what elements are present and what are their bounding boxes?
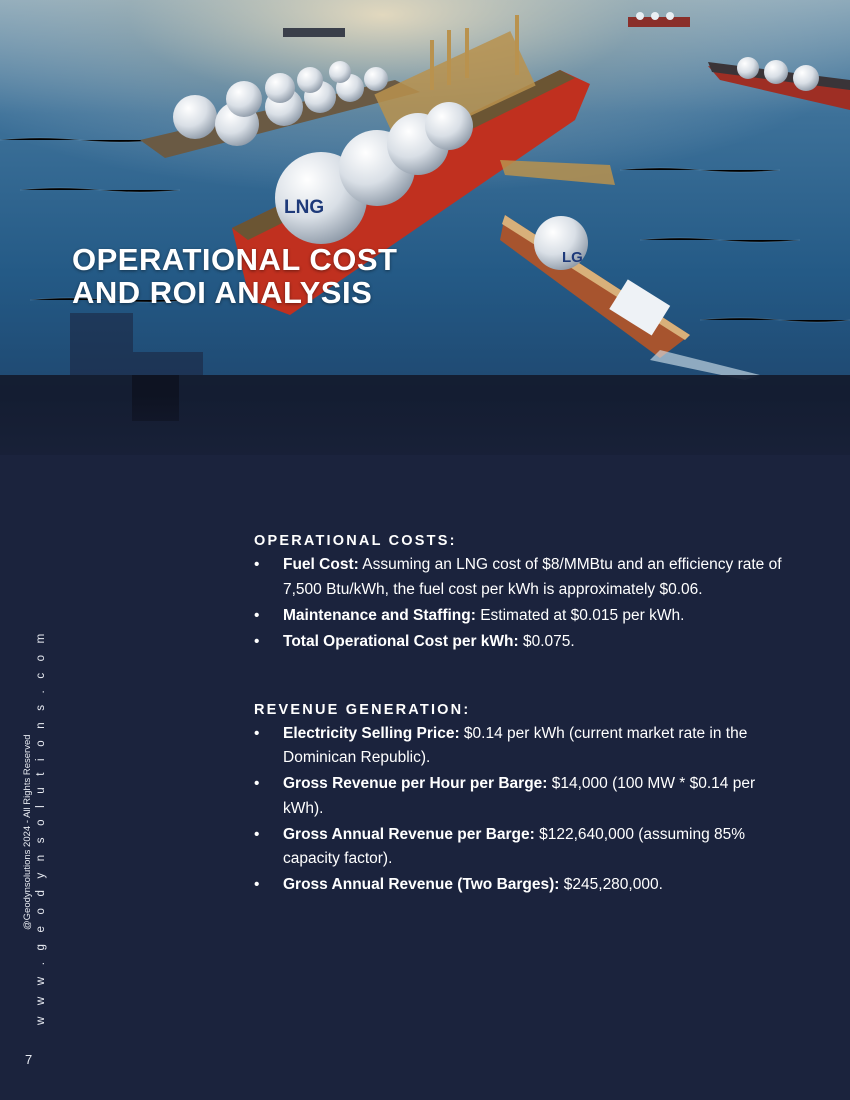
item-text: $245,280,000. — [559, 876, 663, 893]
operational-costs-list — [254, 553, 784, 654]
item-text: $122,640,000 (assuming 85% capacity factor). — [283, 825, 746, 867]
copyright-notice: @Geodynsolutions 2024 - All Rights Reserved — [22, 734, 33, 930]
lng-carrier-illustration — [0, 0, 850, 455]
item-label: Electricity Selling Price: — [283, 724, 460, 742]
list-item — [254, 772, 784, 821]
page-title — [72, 243, 492, 309]
page-number: 7 — [25, 1052, 33, 1067]
list-item — [254, 630, 784, 655]
item-label: Maintenance and Staffing: — [283, 606, 476, 624]
list-item — [254, 604, 784, 629]
item-label: Total Operational Cost per kWh: — [283, 632, 519, 650]
list-item — [254, 553, 784, 602]
item-text: $0.14 per kWh (current market rate in the Dominican Republic). — [283, 724, 748, 766]
item-text: $14,000 (100 MW * $0.14 per kWh). — [283, 775, 756, 817]
revenue-generation-list — [254, 722, 784, 898]
list-item — [254, 873, 784, 898]
website-link[interactable]: w w w . g e o d y n s o l u t i o n s . c o m — [35, 629, 47, 1025]
title-line-1: OPERATIONAL COST — [72, 242, 398, 277]
item-text: $0.075. — [518, 632, 575, 650]
item-text: Assuming an LNG cost of $8/MMBtu and an efficiency rate of 7,500 Btu/kWh, the fuel cost per kWh is approximately $0.06. — [283, 556, 782, 598]
hero-image — [0, 0, 850, 455]
list-item — [254, 722, 784, 771]
item-text: Estimated at $0.015 per kWh. — [475, 606, 685, 624]
title-line-2: AND ROI ANALYSIS — [72, 275, 373, 310]
operational-costs-heading: OPERATIONAL COSTS: — [254, 533, 457, 549]
small-tank-label: LG — [562, 249, 583, 266]
item-label: Gross Revenue per Hour per Barge: — [283, 775, 548, 792]
item-label: Gross Annual Revenue (Two Barges): — [283, 876, 560, 893]
sidebar-vertical-text — [22, 630, 48, 1025]
list-item — [254, 823, 784, 872]
main-content — [254, 533, 784, 899]
lng-tank-label: LNG — [284, 197, 325, 218]
revenue-generation-heading: REVENUE GENERATION: — [254, 701, 471, 718]
item-label: Gross Annual Revenue per Barge: — [283, 825, 535, 843]
item-label: Fuel Cost: — [283, 556, 359, 573]
